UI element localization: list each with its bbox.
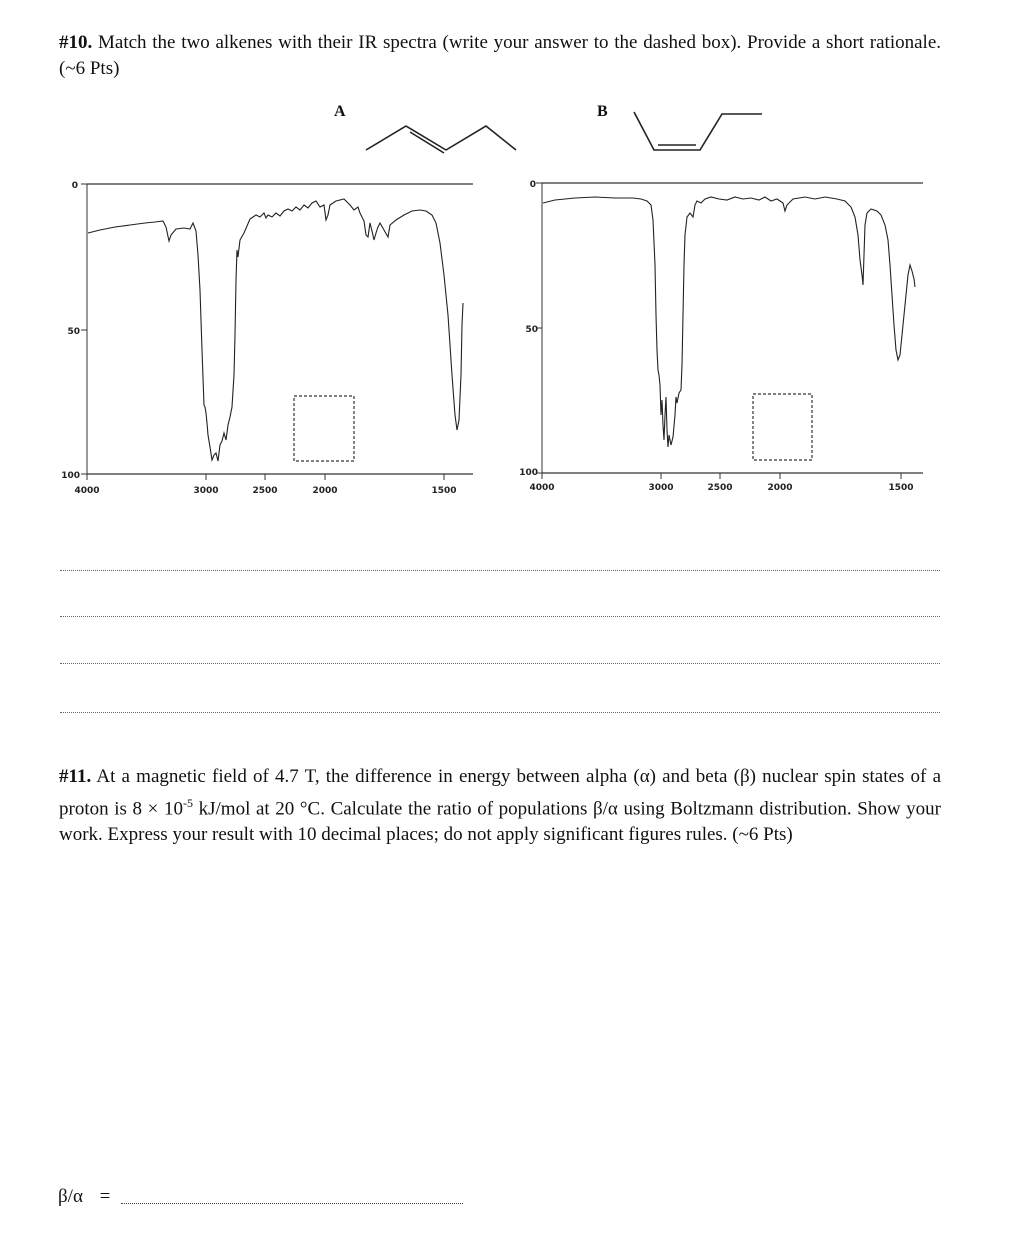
rationale-line-4[interactable] [60, 712, 940, 713]
spectrum-b-y-tick-0: 0 [529, 180, 536, 190]
spectrum-a-x-tick-2000: 2000 [312, 486, 338, 496]
spectrum-a-y-tick-50: 50 [67, 327, 80, 337]
spectrum-b-x-tick-2000: 2000 [767, 483, 793, 493]
molecule-b-structure [630, 108, 770, 156]
question-11-exponent: -5 [183, 796, 193, 810]
spectrum-b-x-tick-1500: 1500 [888, 483, 914, 493]
answer-blank[interactable] [121, 1203, 463, 1204]
molecule-a-structure [360, 118, 525, 158]
question-10-number: #10. [59, 32, 93, 53]
question-10 [59, 30, 941, 82]
spectrum-b-y-tick-100: 100 [519, 468, 538, 478]
spectrum-b-trace [543, 197, 915, 447]
spectrum-a-answer-box [294, 396, 354, 461]
molecule-b-label: B [597, 103, 608, 120]
spectrum-a-x-tick-2500: 2500 [252, 486, 278, 496]
ir-spectrum-a [60, 175, 485, 500]
answer-line [58, 1186, 463, 1208]
rationale-line-3[interactable] [60, 663, 940, 664]
rationale-line-1[interactable] [60, 570, 940, 571]
question-10-text: Match the two alkenes with their IR spectra (write your answer to the dashed box). Provide a short rationale. (~6 Pts) [59, 32, 941, 79]
question-11-number: #11. [59, 766, 92, 787]
spectrum-b-y-tick-50: 50 [525, 325, 538, 335]
spectrum-a-x-tick-1500: 1500 [431, 486, 457, 496]
molecule-a-label: A [334, 103, 346, 120]
spectrum-a-y-tick-100: 100 [61, 471, 80, 481]
answer-equals: = [99, 1186, 111, 1207]
question-11-text-part2: kJ/mol at 20 °C. Calculate the ratio of populations β/α using Boltzmann distribution. Show your work. Express your result with 10 decimal places; do not apply significant figures rules. (~6 Pts) [59, 798, 942, 846]
answer-label: β/α [58, 1186, 83, 1207]
spectrum-a-trace [88, 199, 463, 461]
spectrum-b-answer-box [753, 394, 812, 460]
spectrum-b-x-tick-3000: 3000 [648, 483, 674, 493]
rationale-line-2[interactable] [60, 616, 940, 617]
question-11-text-part1: At a magnetic field of 4.7 T, the difference in energy between alpha (α) and beta (β) nuclear spin states of a proton is 8 × 10 [59, 766, 941, 820]
spectrum-a-y-tick-0: 0 [71, 181, 78, 191]
ir-spectrum-b [515, 175, 940, 500]
spectrum-b-x-tick-2500: 2500 [707, 483, 733, 493]
spectrum-b-x-tick-4000: 4000 [529, 483, 555, 493]
question-11 [59, 764, 941, 848]
spectrum-a-x-tick-3000: 3000 [193, 486, 219, 496]
spectrum-a-x-tick-4000: 4000 [74, 486, 100, 496]
